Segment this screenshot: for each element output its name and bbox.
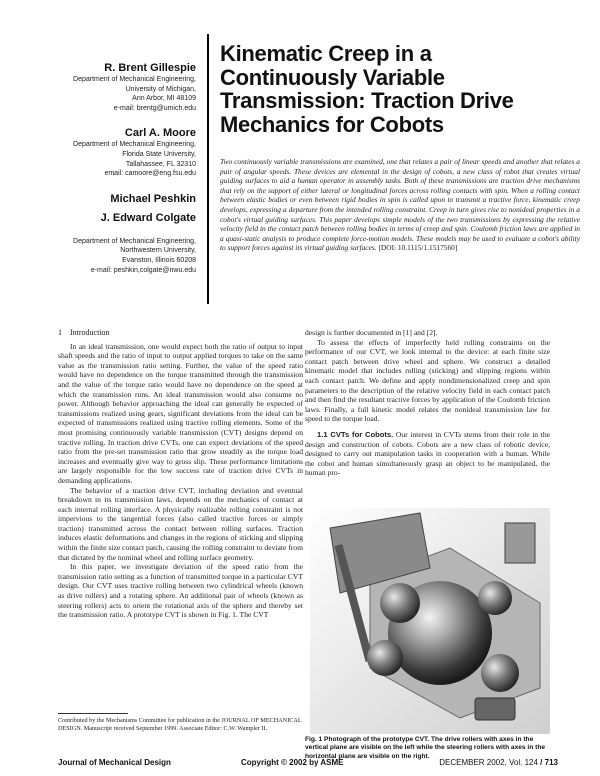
author-block bbox=[30, 62, 196, 113]
author-affiliation-line: Florida State University, bbox=[122, 150, 196, 158]
body-paragraph bbox=[305, 430, 550, 478]
paper-title bbox=[220, 42, 580, 136]
author-email: e-mail: brentg@umich.edu bbox=[113, 104, 196, 112]
steering-roller bbox=[478, 581, 512, 615]
title-line: Mechanics for Cobots bbox=[220, 111, 444, 137]
right-column bbox=[305, 328, 550, 478]
author-email: e-mail: peshkin,colgate@nwu.edu bbox=[90, 266, 196, 274]
abstract-text: Two continuously variable transmissions are examined, one that relates a pair of linear speeds and another that relates a pair of angular speeds. These devices are elemental in the design of cobots, a new class of robot that creates virtual guiding surfaces to aid a human operator in assembly tasks. Both of these transmissions are traction drive mechanisms that rely on the support of either lateral or longitudinal forces across rolling contacts with spin. When a rolling contact between elastic bodies or even between rigid bodies in spin is called upon to transmit a tractive force, kinematic creep develops, expressing a departure from the intended rolling constraint. Creep in turn gives rise to nonideal properties in a cobot's virtual guiding surfaces. This paper develops simple models of the two transmissions by expressing the relative velocity field in the contact patch between rolling bodies in terms of creep and spin. Coulomb friction laws are applied in a quasi-static analysis to produce complete force-motion models. These models may be used to evaluate a cobot's ability to support forces against its virtual guiding surfaces. bbox=[220, 157, 580, 253]
author-block bbox=[30, 212, 196, 275]
body-paragraph: The behavior of a traction drive CVT, including deviation and eventual breakdown in its transmission laws, depends on the mechanics of contact at each internal rolling interface. A physically realizable rolling constraint is not impervious to the tangential forces (also called tractive forces or simply traction) transmitted across the contact between rolling surfaces. Traction induces elastic deformations and changes in the regions of sticking and slipping within the finite size contact patch, causing the rolling constraint to deviate from that dictated by the nominal wheel and rolling surface geometry. bbox=[58, 485, 303, 562]
subsection-title: 1.1 CVTs for Cobots. bbox=[317, 429, 394, 439]
author-email: email: camoore@eng.fsu.edu bbox=[104, 170, 196, 178]
drive-roller bbox=[367, 640, 403, 676]
footer-separator: / bbox=[540, 758, 543, 767]
title-line: Kinematic Creep in a bbox=[220, 41, 432, 66]
author-name: R. Brent Gillespie bbox=[104, 62, 196, 74]
author-list bbox=[30, 62, 196, 285]
steering-roller bbox=[481, 654, 519, 692]
section-heading bbox=[58, 328, 303, 338]
drive-roller bbox=[380, 583, 420, 623]
subsection-text: Our interest in CVTs stems from their role in the design and construction of cobots. Cobots are a new class of robotic device, designed to carry out manipulation tasks in cooperation with a human. While the cobot and human simultaneously grasp an object to be manipulated, the human pro- bbox=[305, 429, 550, 478]
author-block bbox=[30, 193, 196, 206]
abstract bbox=[220, 157, 580, 253]
footer-copyright: Copyright © 2002 by ASME bbox=[241, 758, 344, 767]
figure-caption: Fig. 1 Photograph of the prototype CVT. The drive rollers with axes in the vertical plane are visible on the left while the steering rollers with axes in the horizontal plane are visible on the right. bbox=[305, 736, 546, 760]
author-affiliation-line: Northwestern University, bbox=[120, 247, 196, 255]
author-affiliation-line: University of Michigan, bbox=[125, 85, 196, 93]
author-affiliation-line: Department of Mechanical Engineering, bbox=[73, 76, 196, 83]
section-title: Introduction bbox=[70, 328, 110, 337]
footer-journal: Journal of Mechanical Design bbox=[58, 758, 171, 767]
author-block bbox=[30, 127, 196, 178]
footer-issue-text: DECEMBER 2002, Vol. 124 bbox=[439, 758, 538, 767]
section-number: 1 bbox=[58, 328, 62, 337]
author-name: Michael Peshkin bbox=[110, 192, 196, 205]
doi: [DOI: 10.1115/1.1517560] bbox=[378, 243, 458, 253]
author-affiliation-line: Department of Mechanical Engineering, bbox=[73, 141, 196, 149]
body-paragraph: design is further documented in [1] and [2]. bbox=[305, 328, 438, 337]
body-paragraph: In an ideal transmission, one would expect both the ratio of output to input shaft speeds and the ratio of input to output applied torques to take on the same value as the transmission ratio setting. Further, the value of the speed ratio would have no dependence on the torque transmitted through the transmission and the value of the torque ratio would have no dependence on the speed at which the transmission runs. An ideal transmission would also consume no power. Although behavior approaching the ideal can generally be expected of transmissions realized using gears, significant deviations from the ideal can be expected of transmissions realized using tractive rolling elements. Some of the most promising continuously variable transmission (CVT) designs depend on tractive rolling. In traction drive CVTs, one can expect deviations of the speed ratio from the pre-set transmission ratio that grow steadily as the torque load increases and eventually give way to gross slip. These performance limitations are largely responsible for the low success rate of traction drive CVTs in demanding applications. bbox=[58, 341, 303, 485]
motor-housing bbox=[475, 698, 515, 720]
footer-page-number: 713 bbox=[544, 758, 558, 767]
author-name: J. Edward Colgate bbox=[100, 211, 196, 224]
author-affiliation-line: Evanston, Illinois 60208 bbox=[122, 256, 196, 264]
title-divider bbox=[207, 34, 209, 304]
body-paragraph: To assess the effects of imperfectly held rolling constraints on the performance of our CVT, we look internal to the device: at each finite size contact patch between drive wheel and sphere. We construct a detailed kinematic model that includes rolling (sticking) and slipping regions within each contact patch. We define and apply nondimensionalized creep and spin parameters to the description of the relative velocity field in each contact patch and then find the resultant tractive forces by application of the Coulomb friction laws. Finally, a full kinetic model relates the nonideal transmission law for speed to the torque load. bbox=[305, 337, 550, 424]
footnote-rule bbox=[58, 713, 128, 714]
page-footer bbox=[58, 758, 558, 770]
author-affiliation-line: Department of Mechanical Engineering, bbox=[73, 237, 196, 245]
cvt-photo-illustration bbox=[310, 508, 550, 734]
footer-issue bbox=[439, 758, 558, 767]
author-affiliation-line: Ann Arbor, MI 48109 bbox=[132, 95, 196, 103]
body-paragraph: In this paper, we investigate deviation of the speed ratio from the transmission ratio setting as a function of transmitted torque in a particular CVT design. Our CVT uses tractive rolling between two cylindrical wheels (known as drive rollers) and a rotating sphere. An additional pair of wheels (known as steering rollers) acts to orient the rotational axis of the sphere and thereby set the transmission ratio. A prototype CVT is shown in Fig. 1. The CVT bbox=[58, 562, 303, 620]
title-line: Transmission: Traction Drive bbox=[220, 88, 514, 113]
footnote: Contributed by the Mechanisms Committee for publication in the JOURNAL OF MECHANICAL DESIGN. Manuscript received September 1999. Associate Editor: C.W. Wampler II. bbox=[58, 717, 302, 732]
author-affiliation-line: Tallahassee, FL 32310 bbox=[125, 160, 196, 168]
left-column bbox=[58, 328, 303, 620]
title-line: Continuously Variable bbox=[220, 64, 445, 90]
author-name: Carl A. Moore bbox=[124, 127, 196, 140]
bearing-block bbox=[505, 523, 535, 563]
figure-photo bbox=[310, 508, 550, 734]
